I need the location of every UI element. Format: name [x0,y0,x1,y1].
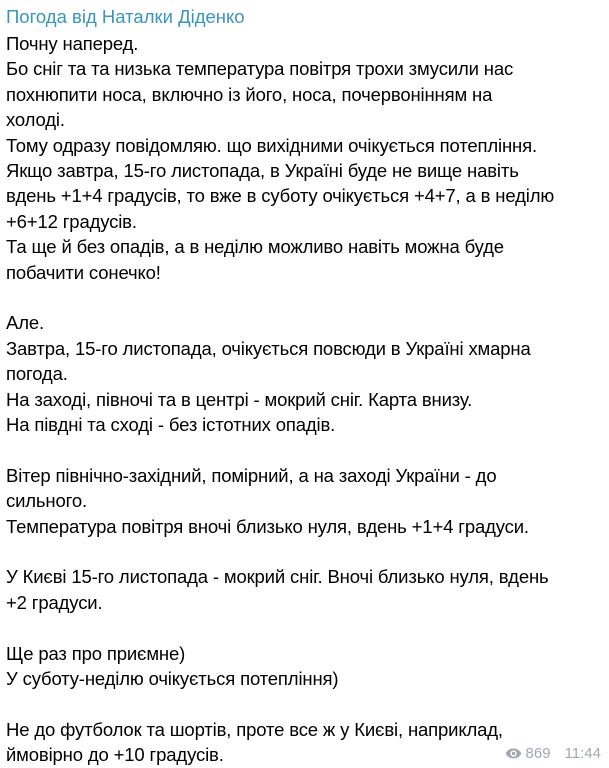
message-line: Завтра, 15-го листопада, очікується повсюди в Україні хмарна [6,337,531,359]
message-line: Якщо завтра, 15-го листопада, в Україні буде не вище навіть [6,160,519,182]
blank-line [6,437,603,462]
message-line: Не до футболок та шортів, проте все ж у Києві, наприклад, [6,718,503,740]
message-line: побачити сонечко! [6,261,161,283]
channel-title[interactable]: Погода від Наталки Діденко [6,6,245,27]
view-count: 869 [525,745,551,762]
post-time: 11:44 [564,745,601,762]
message-line: вдень +1+4 градусів, то вже в суботу очікується +4+7, а в неділю [6,185,555,207]
message-line: Почну наперед. [6,33,139,54]
message-line: Температура повітря вночі близько нуля, вдень +1+4 градуси. [6,515,529,537]
message-line: Вітер північно-західний, помірний, а на заході України - до [6,464,497,486]
message-line: похнюпити носа, включно із його, носа, почервонінням на [6,83,493,105]
message-line: На заході, півночі та в центрі - мокрий сніг. Карта внизу. [6,388,473,410]
message-line: Та ще й без опадів, а в неділю можливо навіть можна буде [6,236,504,258]
message-line: Тому одразу повідомляю. що вихідними очікується потепління. [6,134,537,156]
message-line: +6+12 градусів. [6,210,137,232]
message-line: Ще раз про приємне) [6,642,186,664]
message-line: холоді. [6,109,65,131]
message-line: +2 градуси. [6,591,103,613]
blank-line [6,615,603,640]
message-line: У Києві 15-го листопада - мокрий сніг. Вночі близько нуля, вдень [6,566,549,588]
message-meta [505,745,601,762]
blank-line [6,539,603,564]
message-line: Бо сніг та та низька температура повітря трохи змусили нас [6,58,514,80]
message-line: У суботу-неділю очікується потепління) [6,668,339,690]
message-line: ймовірно до +10 градусів. [6,744,224,766]
message-line: погода. [6,363,68,385]
blank-line [6,692,603,717]
eye-icon [505,745,522,762]
message-line: На півдні та сході - без істотних опадів. [6,414,336,436]
message-line: сильного. [6,490,87,512]
message-text [6,31,603,768]
message-line: Але. [6,312,44,334]
blank-line [6,285,603,310]
